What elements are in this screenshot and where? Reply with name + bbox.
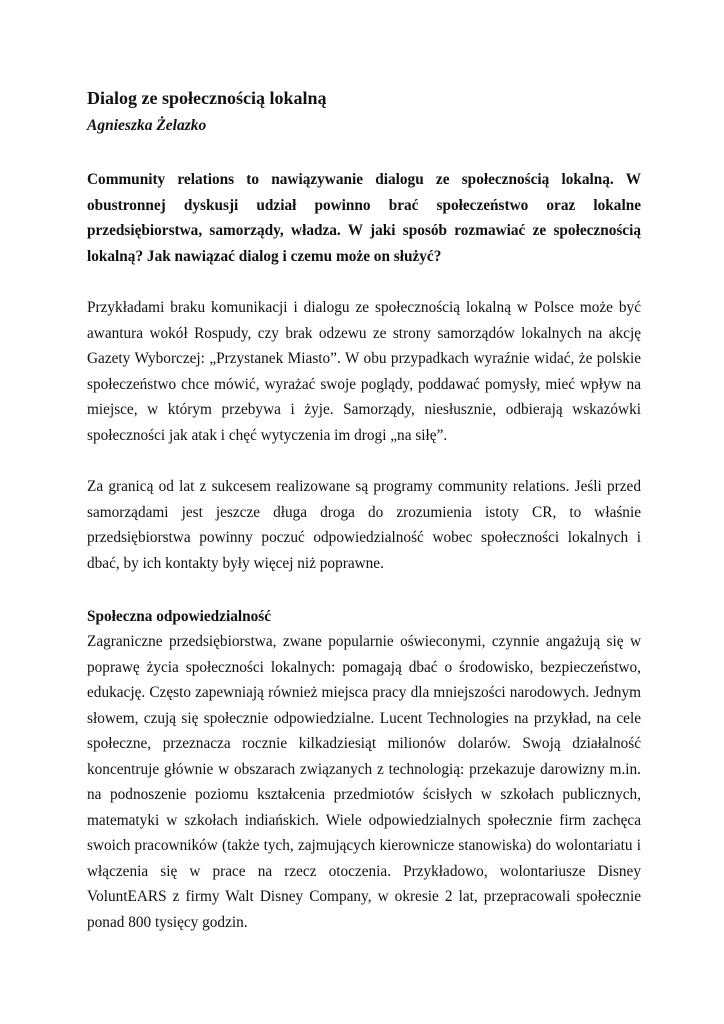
article-lead: Community relations to nawiązywanie dialogu ze społecznością lokalną. W obustronnej dyskusji udział powinno brać społeczeństwo oraz lokalne przedsiębiorstwa, samorządy, władza. W jaki sposób rozmawiać ze społecznością lokalną? Jak nawiązać dialog i czemu może on służyć? — [87, 171, 641, 265]
document-page — [87, 86, 641, 935]
section-paragraph: Zagraniczne przedsiębiorstwa, zwane popularnie oświeconymi, czynnie angażują się w poprawę życia społeczności lokalnych: pomagają dbać o środowisko, bezpieczeństwo, edukację. Często zapewniają również miejsca pracy dla mniejszości narodowych. Jednym słowem, czują się społecznie odpowiedzialne. Lucent Technologies na przykład, na cele społeczne, przeznacza rocznie kilkadziesiąt milionów dolarów. Swoją działalność koncentruje głównie w obszarach związanych z technologią: przekazuje darowizny m.in. na podnoszenie poziomu kształcenia przedmiotów ścisłych w szkołach publicznych, matematyki w szkołach indiańskich. Wiele odpowiedzialnych społecznie firm zachęca swoich pracowników (także tych, zajmujących kierownicze stanowiska) do wolontariatu i włączenia się w prace na rzecz otoczenia. Przykładowo, wolontariusze Disney VoluntEARS z firmy Walt Disney Company, w okresie 2 lat, przepracowali społecznie ponad 800 tysięcy godzin. — [87, 633, 641, 931]
body-paragraph: Przykładami braku komunikacji i dialogu ze społecznością lokalną w Polsce może być awantura wokół Rospudy, czy brak odzewu ze strony samorządów lokalnych na akcję Gazety Wyborczej: „Przystanek Miasto”. W obu przypadkach wyraźnie widać, że polskie społeczeństwo chce mówić, wyrażać swoje poglądy, poddawać pomysły, mieć wpływ na miejsce, w którym przebywa i żyje. Samorządy, niesłusznie, odbierają wskazówki społeczności jak atak i chęć wytyczenia im drogi „na siłę”. — [87, 299, 641, 444]
body-paragraph: Za granicą od lat z sukcesem realizowane są programy community relations. Jeśli przed samorządami jest jeszcze długa droga do zrozumienia istoty CR, to właśnie przedsiębiorstwa powinny poczuć odpowiedzialność wobec społeczności lokalnych i dbać, by ich kontakty były więcej niż poprawne. — [87, 478, 641, 572]
section-heading: Społeczna odpowiedzialność — [87, 608, 272, 625]
article-title: Dialog ze społecznością lokalną — [87, 88, 327, 108]
article-author: Agnieszka Żelazko — [87, 117, 207, 134]
